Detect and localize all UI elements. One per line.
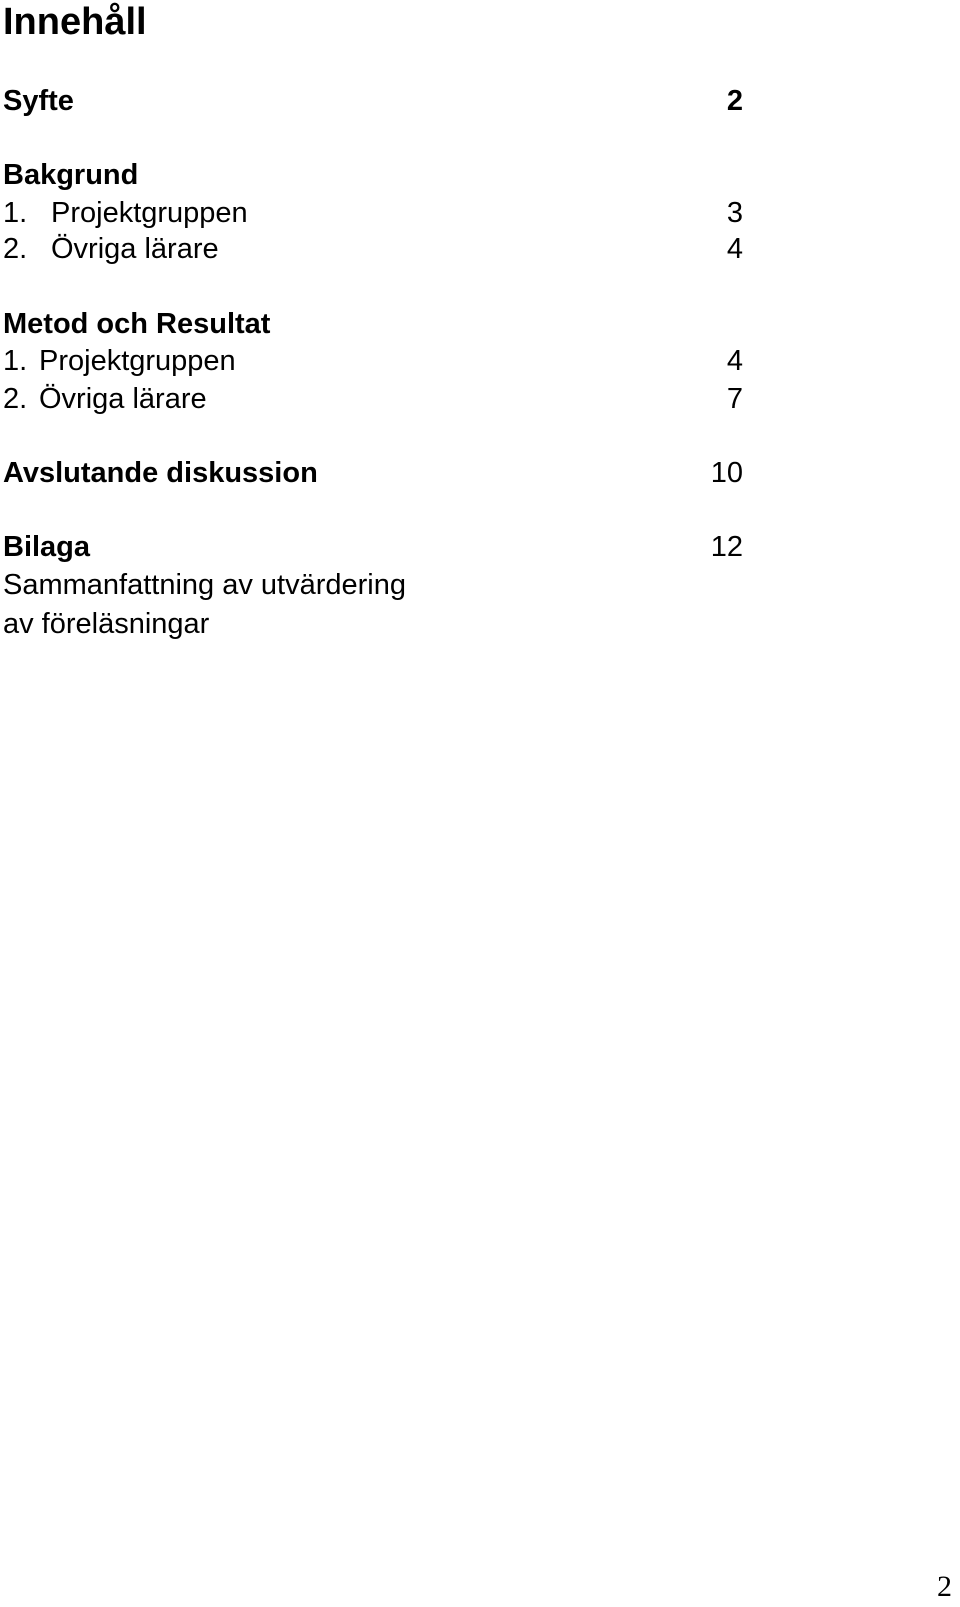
toc-bilaga-description-line-1: [3, 566, 743, 604]
toc-entry-label: [3, 194, 248, 232]
toc-entry-bilaga: [3, 528, 743, 566]
toc-entry-text: Övriga lärare: [51, 233, 219, 265]
toc-entry-bakgrund-1: [3, 194, 743, 232]
toc-entry-page: 3: [726, 197, 743, 229]
toc-entry-diskussion: [3, 454, 743, 492]
toc-entry-label: Syfte: [3, 85, 74, 117]
toc-entry-number: 1.: [3, 197, 28, 229]
toc-section-label: Metod och Resultat: [3, 308, 271, 340]
toc-section-label: Bakgrund: [3, 159, 139, 191]
toc-entry-label: [3, 230, 219, 268]
toc-entry-page: 12: [710, 531, 743, 563]
toc-section-metod: [3, 305, 743, 343]
toc-entry-page: 7: [726, 383, 743, 415]
toc-entry-metod-2: [3, 380, 743, 418]
toc-entry-label: Bilaga: [3, 531, 91, 563]
toc-entry-label: Avslutande diskussion: [3, 457, 318, 489]
page-number: 2: [937, 1570, 952, 1603]
toc-entry-number: 2.: [3, 233, 28, 265]
toc-entry-number: 2.: [3, 383, 28, 415]
toc-entry-label: [3, 380, 207, 418]
toc-entry-text: Projektgruppen: [51, 197, 248, 229]
toc-entry-text: Projektgruppen: [39, 345, 236, 377]
toc-entry-syfte: [3, 82, 743, 120]
toc-entry-page: 10: [710, 457, 743, 489]
toc-entry-page: 2: [726, 85, 743, 117]
toc-entry-text: Övriga lärare: [39, 383, 207, 415]
toc-bilaga-description-line-2: [3, 605, 743, 643]
toc-entry-page: 4: [726, 345, 743, 377]
toc-entry-metod-1: [3, 342, 743, 380]
toc-entry-text: Sammanfattning av utvärdering: [3, 569, 406, 601]
toc-entry-label: [3, 342, 236, 380]
toc-entry-bakgrund-2: [3, 230, 743, 268]
toc-title: Innehåll: [3, 1, 147, 43]
toc-entry-number: 1.: [3, 345, 28, 377]
toc-entry-text: av föreläsningar: [3, 608, 210, 640]
toc-section-bakgrund: [3, 156, 743, 194]
toc-entry-page: 4: [726, 233, 743, 265]
